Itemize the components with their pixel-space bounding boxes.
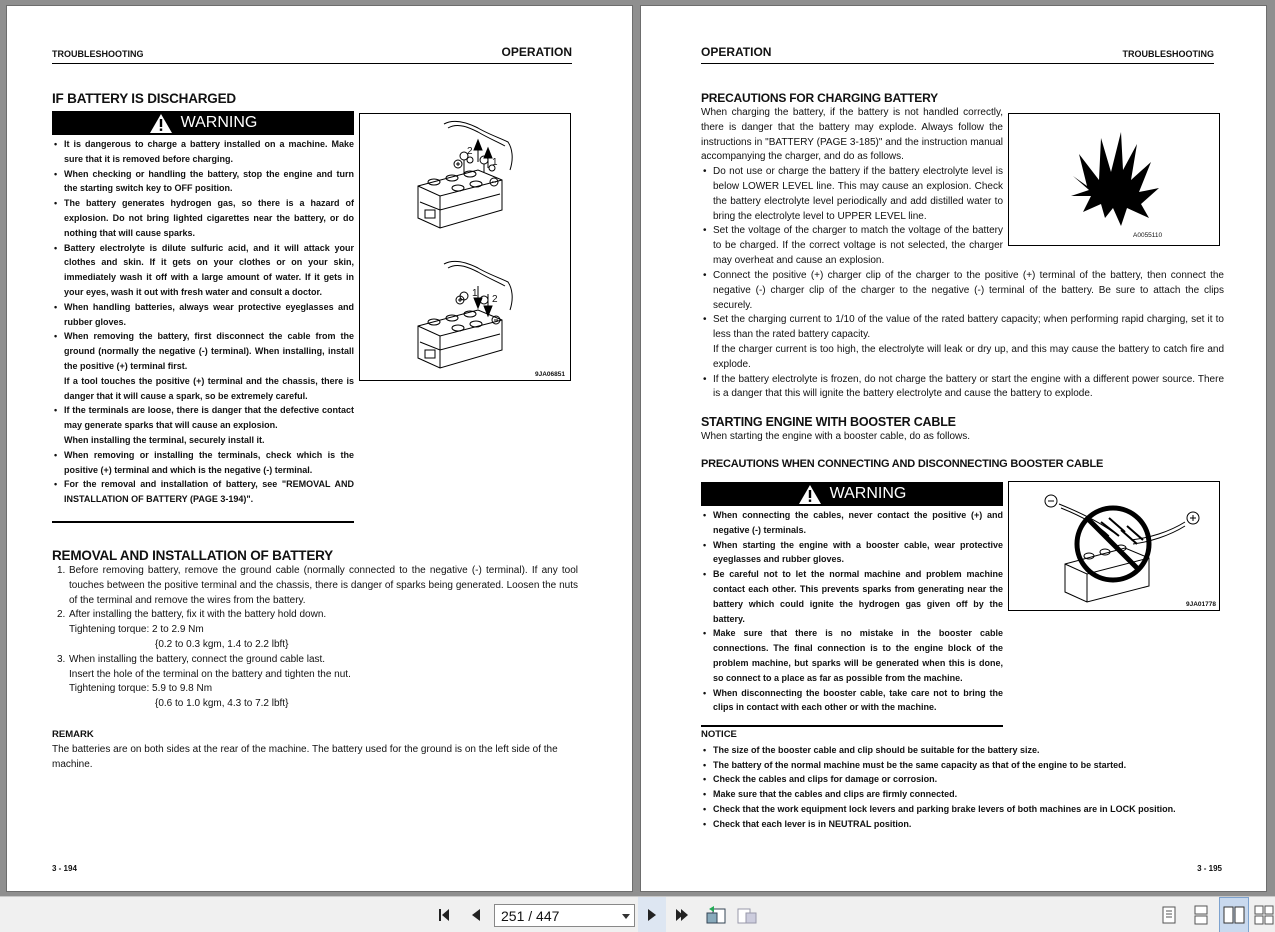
list-item-extra: When installing the terminal, securely install it. [64, 434, 265, 445]
list-item: • When handling batteries, always wear protective eyeglasses and rubber gloves. [52, 300, 354, 330]
page-indicator: 251 / 447 [501, 907, 560, 924]
list-item-text: If the terminals are loose, there is danger that the defective contact may generate sparks that will cause an explosion. [64, 405, 354, 431]
chevron-down-icon [622, 914, 630, 919]
figure-label: 9JA06851 [535, 371, 565, 378]
go-forward-icon [736, 905, 758, 925]
list-item [701, 313, 1224, 372]
charging-list [701, 269, 1224, 402]
list-item: • Battery electrolyte is dilute sulfuric acid, and it will attack your clothes and skin. If it gets on your clothes or on your skin, immediately wash it off with a large amount of water. If it gets in your eyes, wash it out with fresh water and consult a doctor. [52, 241, 354, 300]
single-page-icon [1161, 905, 1177, 925]
torque-line: Tightening torque: 2 to 2.9 Nm [69, 624, 204, 636]
warning-banner [701, 482, 1003, 506]
warning-label: WARNING [829, 484, 907, 502]
torque-line: Tightening torque: 5.9 to 9.8 Nm [69, 683, 213, 695]
figure-mark: 1 [492, 157, 498, 168]
figure-mark: 1 [472, 288, 478, 299]
no-contact-drawing [1009, 482, 1219, 610]
list-item [52, 653, 578, 668]
page-header [701, 44, 1214, 64]
list-item: • When checking or handling the battery, stop the engine and turn the starting switch key to OFF position. [52, 167, 354, 197]
steps-list [52, 653, 578, 668]
figure-mark: 2 [467, 146, 473, 157]
list-item-text: Set the charging current to 1/10 of the value of the rated battery capacity; when performing rapid charging, set it to less than the rated battery capacity. [713, 314, 1224, 341]
booster-warning-section [701, 482, 1003, 727]
prev-page-button[interactable] [462, 897, 490, 932]
header-left: TROUBLESHOOTING [52, 49, 144, 59]
warning-list [701, 508, 1003, 715]
section-title: REMOVAL AND INSTALLATION OF BATTERY [52, 548, 333, 563]
removal-installation-section [52, 547, 578, 772]
page-number-field[interactable] [494, 904, 635, 927]
left-page [6, 5, 633, 892]
list-item: • It is dangerous to charge a battery installed on a machine. Make sure that it is removed before charging. [52, 137, 354, 167]
step-number: 2. [57, 609, 66, 621]
list-item: • When removing or installing the terminals, check which is the positive (+) terminal and which is the negative (-) terminal. [52, 448, 354, 478]
viewer-toolbar [0, 896, 1275, 932]
list-item: • Do not use or charge the battery if the battery electrolyte level is below LOWER LEVEL line. This may cause an explosion. Check the battery electrolyte level periodically and add distilled water to bring the electrolyte level to UPPER LEVEL line. [701, 165, 1003, 224]
charging-list [701, 165, 1003, 269]
list-item [52, 329, 354, 403]
last-page-button[interactable] [668, 897, 696, 932]
warning-banner [52, 111, 354, 135]
continuous-facing-icon [1254, 905, 1274, 925]
battery-discharged-section [52, 90, 354, 523]
next-page-icon [645, 907, 659, 923]
list-item-extra: If the charger current is too high, the electrolyte will leak or dry up, and this may cause the battery to catch fire and explode. [713, 343, 1224, 370]
section-title: STARTING ENGINE WITH BOOSTER CABLE [701, 415, 956, 430]
section-rule [701, 725, 1003, 727]
continuous-icon [1193, 905, 1209, 925]
list-item-text: When removing the battery, first disconnect the cable from the ground (normally the negative (-) terminal). When installing, install the positive (+) terminal first. [64, 331, 354, 371]
notice-section [701, 728, 1226, 832]
list-item: • Make sure that there is no mistake in the booster cable connections. The final connection is to the engine block of the problem machine, but sparks will be generated when this is done, so connect to a place as far as possible from the machine. [701, 626, 1003, 685]
header-right: OPERATION [501, 45, 572, 59]
page-number: 3 - 194 [52, 864, 77, 873]
first-page-button[interactable] [432, 897, 460, 932]
right-page [640, 5, 1267, 892]
torque-alt: {0.6 to 1.0 kgm, 4.3 to 7.2 lbft} [155, 698, 289, 710]
figure-label: A0055110 [1133, 232, 1163, 239]
list-item: • The battery generates hydrogen gas, so there is a hazard of explosion. Do not bring lighted cigarettes near the battery, or do nothing that will cause sparks. [52, 196, 354, 240]
warning-triangle-icon [149, 113, 173, 134]
facing-view-button[interactable] [1219, 897, 1249, 932]
list-item: • For the removal and installation of battery, see "REMOVAL AND INSTALLATION OF BATTERY (PAGE 3-194)". [52, 477, 354, 507]
section-text: When starting the engine with a booster cable, do as follows. [701, 431, 971, 443]
list-item: • When disconnecting the booster cable, take care not to bring the clips in contact with each other or with the machine. [701, 686, 1003, 716]
list-item: • Check the cables and clips for damage or corrosion. [701, 772, 1226, 787]
list-item: • When connecting the cables, never contact the positive (+) and negative (-) terminals. [701, 508, 1003, 538]
battery-terminal-figure [359, 113, 571, 381]
list-item: • Be careful not to let the normal machine and problem machine contact each other. This prevents sparks from generating near the battery which could ignite the hydrogen gas given off by the battery. [701, 567, 1003, 626]
steps-list [52, 564, 578, 623]
continuous-facing-view-button[interactable] [1252, 897, 1275, 932]
list-item [52, 403, 354, 447]
list-item: • Set the voltage of the charger to match the voltage of the battery to be charged. If the correct voltage is not selected, the charger may overheat and cause an explosion. [701, 224, 1003, 268]
continuous-view-button[interactable] [1187, 897, 1215, 932]
list-item-extra: If a tool touches the positive (+) terminal and the chassis, there is danger that it will cause a spark, so be extremely careful. [64, 375, 354, 401]
single-page-view-button[interactable] [1155, 897, 1183, 932]
step-line: Insert the hole of the terminal on the battery and tighten the nut. [69, 668, 351, 680]
next-page-button[interactable] [638, 897, 666, 932]
explosion-figure [1008, 113, 1220, 246]
torque-alt: {0.2 to 0.3 kgm, 1.4 to 2.2 lbft} [155, 638, 289, 650]
step-number: 1. [57, 565, 66, 576]
notice-title: NOTICE [701, 729, 737, 740]
explosion-icon [1009, 114, 1219, 245]
last-page-icon [673, 907, 691, 923]
warning-triangle-icon [798, 484, 822, 505]
prev-page-icon [469, 907, 483, 923]
list-item: • Connect the positive (+) charger clip of the charger to the positive (+) terminal of the battery, then connect the negative (-) charger clip of the charger to the negative (-) terminal of the battery. Be sure to attach the clips securely. [701, 269, 1224, 313]
list-item [52, 564, 578, 608]
warning-label: WARNING [180, 113, 258, 131]
list-item: • Check that each lever is in NEUTRAL position. [701, 817, 1226, 832]
header-left: OPERATION [701, 45, 772, 59]
list-item: • When starting the engine with a booster cable, wear protective eyeglasses and rubber gloves. [701, 538, 1003, 568]
charging-precautions-bottom [701, 269, 1224, 472]
header-right: TROUBLESHOOTING [1122, 49, 1214, 59]
facing-icon [1223, 905, 1245, 925]
list-item: • Make sure that the cables and clips are firmly connected. [701, 787, 1226, 802]
step-text: When installing the battery, connect the ground cable last. [69, 653, 326, 665]
section-title: PRECAUTIONS FOR CHARGING BATTERY [701, 91, 938, 105]
list-item: • Check that the work equipment lock levers and parking brake levers of both machines are in LOCK position. [701, 802, 1226, 817]
intro-text: When charging the battery, if the battery is not handled correctly, there is danger that the battery may explode. Always follow the instructions in "BATTERY (PAGE 3-185)" and the instruction manual accompanying the charger, and do as follows. [701, 107, 1003, 163]
charging-precautions-top [701, 91, 1003, 269]
list-item: • The battery of the normal machine must be the same capacity as that of the engine to be started. [701, 758, 1226, 773]
step-number: 3. [57, 653, 66, 665]
go-forward-button[interactable] [733, 897, 761, 932]
list-item: • The size of the booster cable and clip should be suitable for the battery size. [701, 743, 1226, 758]
go-back-button[interactable] [702, 897, 730, 932]
figure-mark: 2 [492, 294, 498, 305]
notice-list [701, 743, 1226, 832]
section-title: IF BATTERY IS DISCHARGED [52, 91, 236, 106]
page-number: 3 - 195 [1197, 864, 1222, 873]
first-page-icon [437, 907, 455, 923]
section-rule [52, 521, 354, 523]
section-title: PRECAUTIONS WHEN CONNECTING AND DISCONNECTING BOOSTER CABLE [701, 457, 1104, 470]
step-text: After installing the battery, fix it with the battery hold down. [69, 609, 327, 621]
figure-label: 9JA01778 [1186, 601, 1216, 608]
warning-list [52, 137, 354, 507]
booster-cable-figure [1008, 481, 1220, 611]
list-item [52, 608, 578, 623]
remark-title: REMARK [52, 728, 94, 740]
go-back-icon [705, 905, 727, 925]
battery-terminal-drawing [360, 114, 570, 380]
remark-text: The batteries are on both sides at the rear of the machine. The battery used for the ground is on the left side of the machine. [52, 743, 558, 770]
step-text: Before removing battery, remove the ground cable (normally connected to the negative (-) terminal). If any tool touches between the positive terminal and the chassis, there is danger of sparks being generated. Loosen the nuts of the terminal and remove the wires from the battery. [69, 565, 578, 606]
list-item: • If the battery electrolyte is frozen, do not charge the battery or start the engine with a different power source. There is a danger that this will ignite the battery electrolyte and cause the battery to explode. [701, 373, 1224, 403]
page-header [52, 44, 572, 64]
